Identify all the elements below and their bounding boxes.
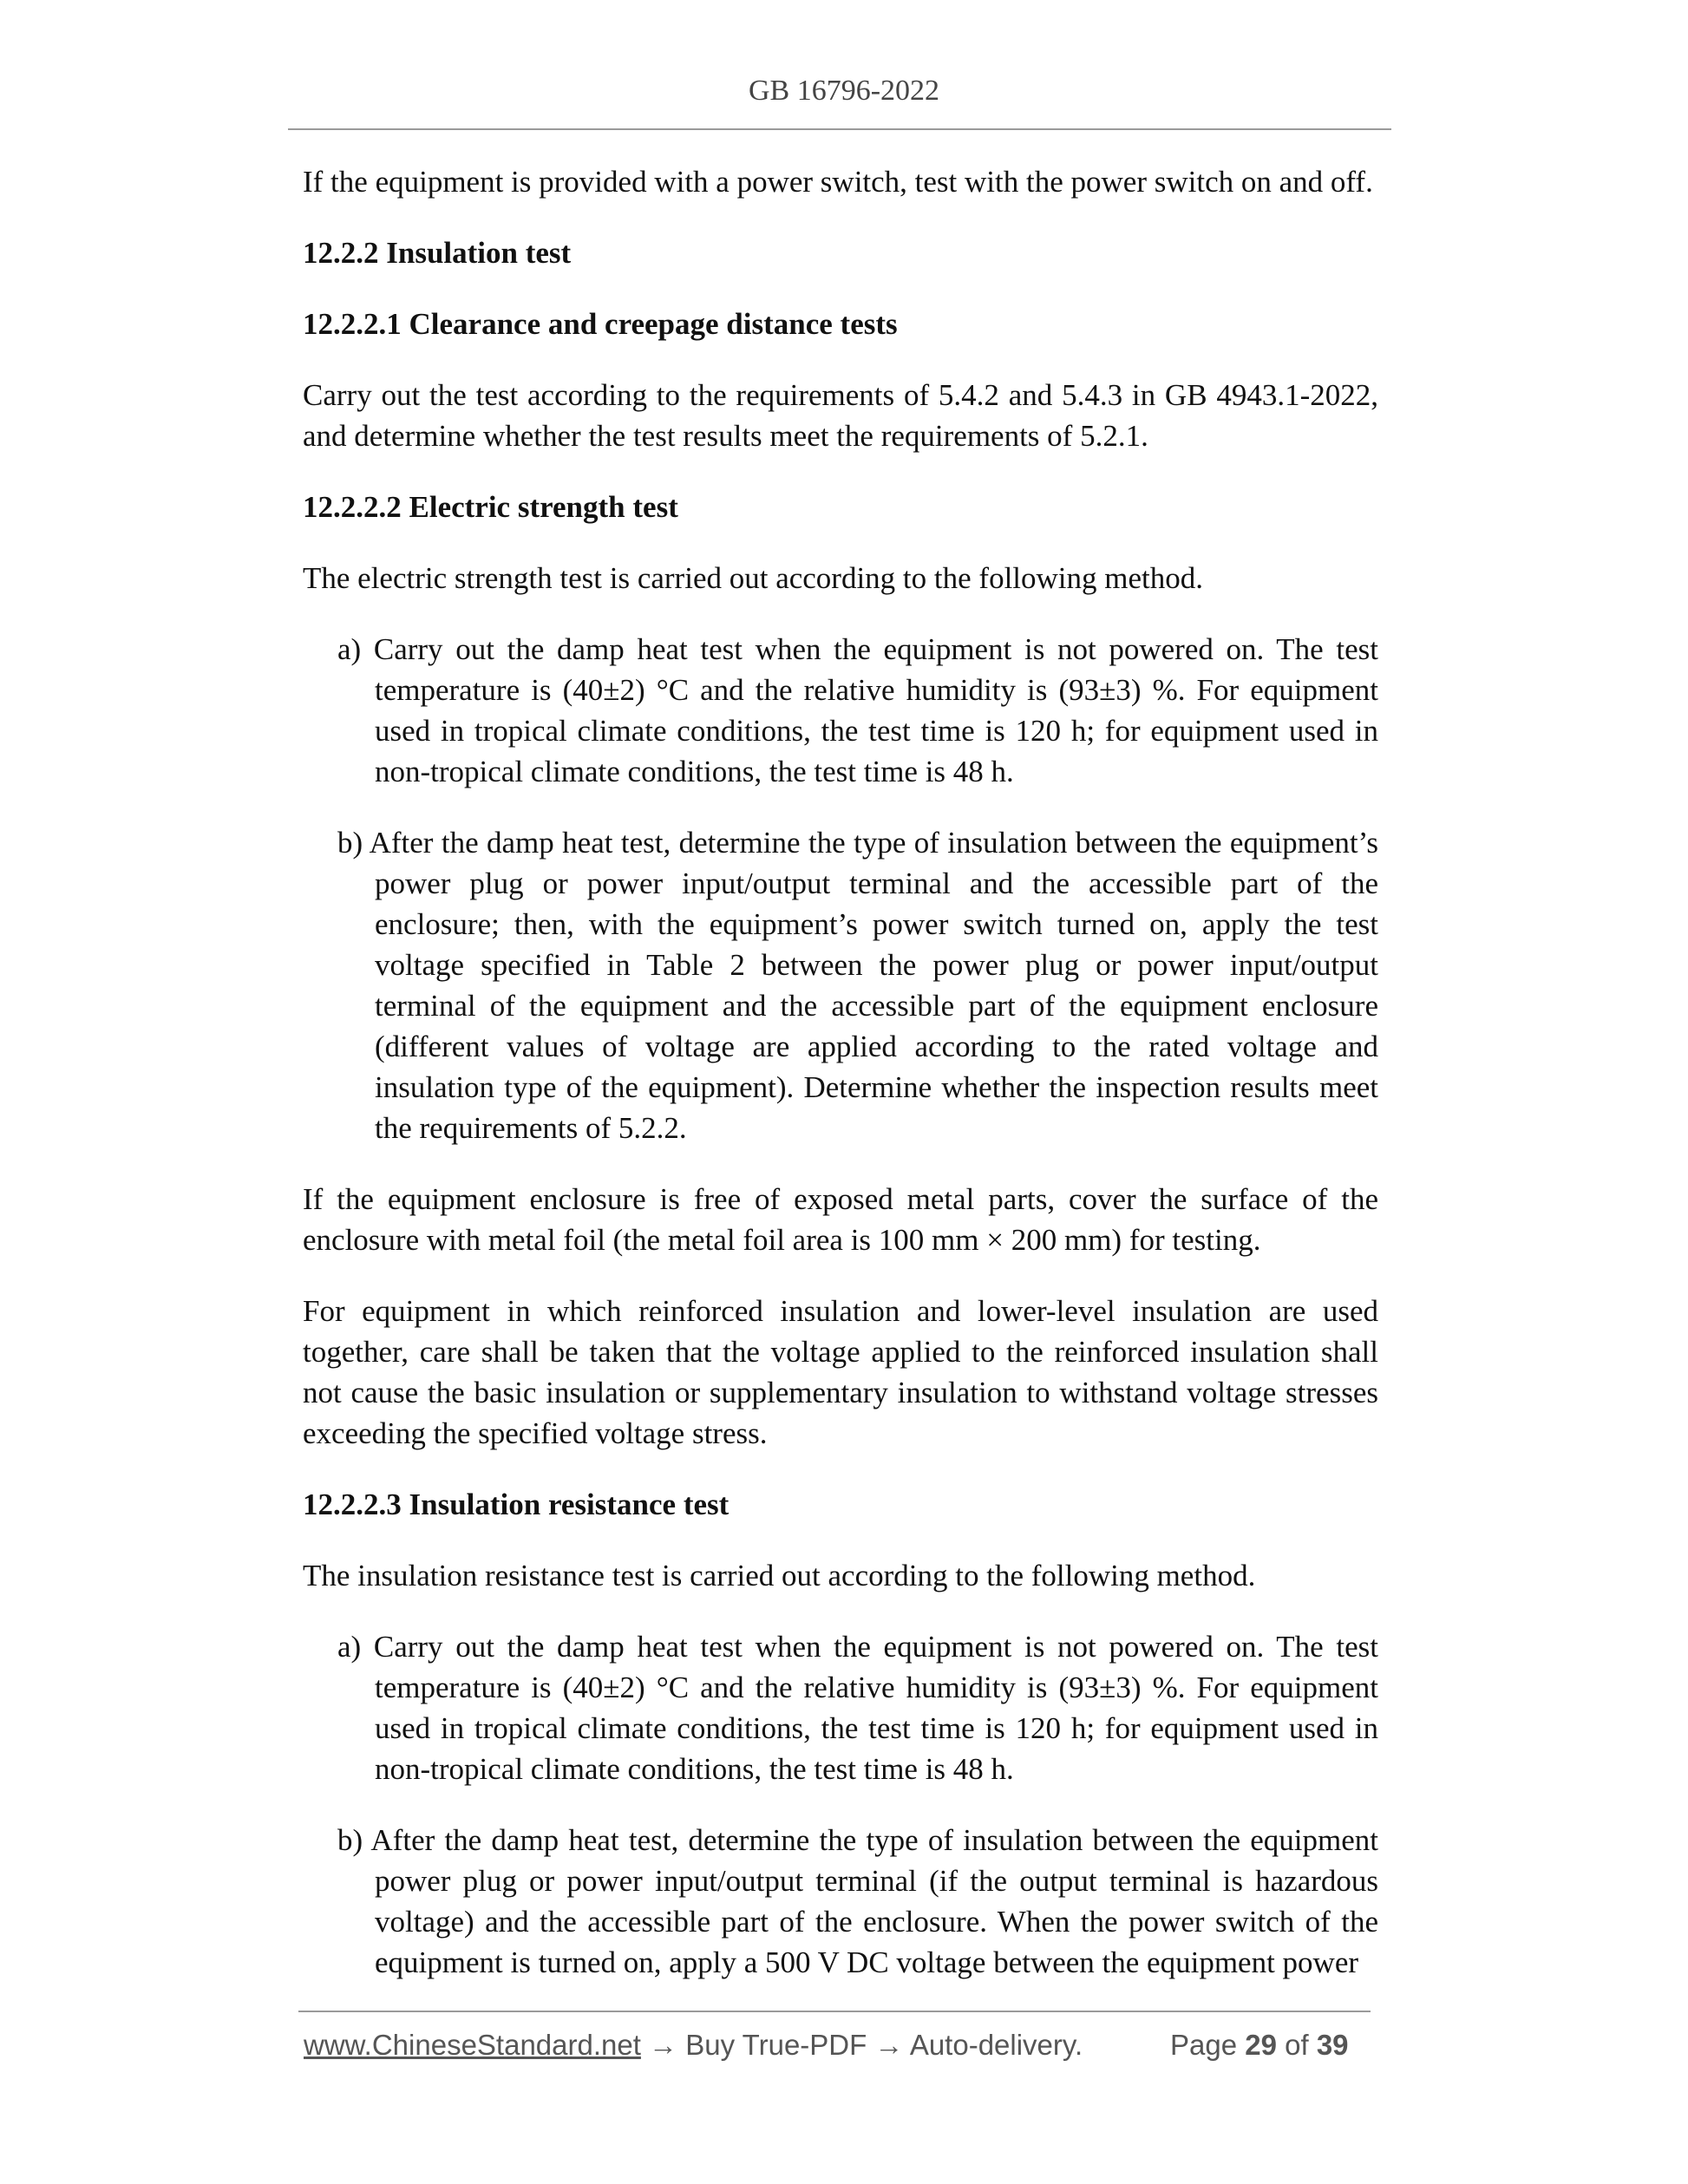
of-label: of — [1276, 2029, 1317, 2061]
current-page-number: 29 — [1245, 2029, 1277, 2061]
heading-12-2-2-2: 12.2.2.2 Electric strength test — [303, 490, 678, 524]
heading-12-2-2-1: 12.2.2.1 Clearance and creepage distance tests — [303, 307, 898, 341]
chinesestandard-link[interactable]: www.ChineseStandard.net — [304, 2029, 641, 2061]
document-body — [303, 161, 1378, 2013]
paragraph-reinforced-insulation: For equipment in which reinforced insulation and lower-level insulation are used together, care shall be taken that the voltage applied to the reinforced insulation shall not cause the basic insulation or supplementary insulation to withstand voltage stresses exceeding the specified voltage stress. — [303, 1294, 1378, 1450]
footer-divider — [298, 2011, 1371, 2012]
list-item-resistance-b: b) After the damp heat test, determine the type of insulation between the equipment power plug or power input/output terminal (if the output terminal is hazardous voltage) and the accessible part of the enclosure. When the power switch of the equipment is turned on, apply a 500 V DC voltage between the equipment power — [337, 1823, 1378, 1979]
list-item-strength-a: a) Carry out the damp heat test when the equipment is not powered on. The test temperature is (40±2) °C and the relative humidity is (93±3) %. For equipment used in tropical climate conditions, the test time is 120 h; for equipment used in non-tropical climate conditions, the test time is 48 h. — [337, 632, 1378, 788]
footer-promo-text: → Buy True-PDF → Auto-delivery. — [640, 2029, 1083, 2061]
total-page-count: 39 — [1316, 2029, 1349, 2061]
header-divider — [288, 128, 1391, 130]
paragraph-resistance-intro: The insulation resistance test is carried out according to the following method. — [303, 1559, 1256, 1592]
list-item-resistance-a: a) Carry out the damp heat test when the equipment is not powered on. The test temperature is (40±2) °C and the relative humidity is (93±3) %. For equipment used in tropical climate conditions, the test time is 120 h; for equipment used in non-tropical climate conditions, the test time is 48 h. — [337, 1630, 1378, 1786]
heading-12-2-2: 12.2.2 Insulation test — [303, 236, 572, 270]
document-header-title: GB 16796-2022 — [748, 75, 940, 107]
page-indicator — [1170, 2029, 1349, 2062]
paragraph-power-switch: If the equipment is provided with a power switch, test with the power switch on and off. — [303, 165, 1373, 199]
footer-promo — [304, 2029, 1083, 2062]
paragraph-strength-intro: The electric strength test is carried out according to the following method. — [303, 561, 1204, 595]
page-label: Page — [1170, 2029, 1246, 2061]
list-item-strength-b: b) After the damp heat test, determine the type of insulation between the equipment’s power plug or power input/output terminal and the accessible part of the enclosure; then, with the equipment’s power switch turned on, apply the test voltage specified in Table 2 between the power plug or power input/output terminal of the equipment and the accessible part of the equipment enclosure (different values of voltage are applied according to the rated voltage and insulation type of the equipment). Determine whether the inspection results meet the requirements of 5.2.2. — [337, 826, 1378, 1145]
paragraph-clearance-test: Carry out the test according to the requirements of 5.4.2 and 5.4.3 in GB 4943.1-2022, and determine whether the test results meet the requirements of 5.2.1. — [303, 378, 1378, 453]
paragraph-metal-foil: If the equipment enclosure is free of exposed metal parts, cover the surface of the enclosure with metal foil (the metal foil area is 100 mm × 200 mm) for testing. — [303, 1182, 1378, 1257]
heading-12-2-2-3: 12.2.2.3 Insulation resistance test — [303, 1488, 730, 1521]
